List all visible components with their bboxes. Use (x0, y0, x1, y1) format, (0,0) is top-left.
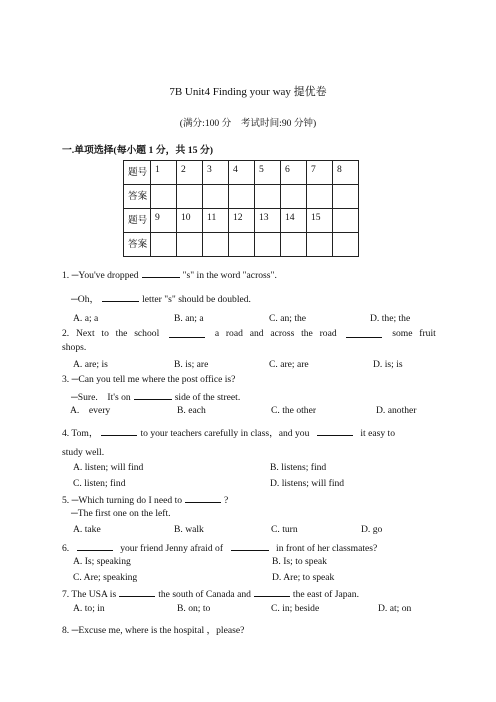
q2-word: road (225, 328, 243, 339)
blank (317, 426, 353, 436)
question-2-stem (62, 328, 436, 340)
q2-word: to (101, 328, 109, 339)
answer-cell[interactable] (281, 233, 307, 257)
question-number-cell (333, 209, 359, 233)
q6-option-d: D. Are; to speak (272, 572, 335, 583)
q7-text-a: 7. The USA is (62, 589, 117, 600)
q2-option-c: C. are; are (269, 359, 309, 370)
number-row-2 (124, 209, 359, 233)
q4-option-d: D. listens; will find (270, 478, 345, 489)
q6-option-b: B. Is; to speak (272, 556, 327, 567)
blank (185, 493, 221, 503)
row-label-number: 题号 (124, 209, 151, 233)
q2-line-2: shops. (62, 342, 87, 353)
blank (254, 587, 290, 597)
q2-option-d: D. is; is (373, 359, 403, 370)
q2-option-b: B. is; are (174, 359, 209, 370)
question-8-stem: 8. ─Excuse me, where is the hospital ，please? (62, 625, 245, 636)
q3-option-b: B. each (177, 405, 206, 416)
answer-cell[interactable] (281, 185, 307, 209)
q6-text-c: in front of her classmates? (276, 543, 378, 554)
q6-option-c: C. Are; speaking (73, 572, 138, 583)
q4-text-c: it easy to (360, 428, 396, 439)
q2-word: the (115, 328, 128, 339)
answer-cell[interactable] (307, 233, 333, 257)
question-3-stem: 3. ─Can you tell me where the post office is? (62, 374, 236, 385)
answer-cell[interactable] (307, 185, 333, 209)
q1-text-a: 1. ─You've dropped (62, 270, 139, 281)
question-number-cell: 11 (203, 209, 229, 233)
q5-text-a: 5. ─Which turning do I need to (62, 495, 183, 506)
answer-cell[interactable] (229, 185, 255, 209)
q2-word: 2. (62, 328, 70, 339)
answer-cell[interactable] (255, 233, 281, 257)
q3-option-a: A. every (70, 405, 111, 416)
question-1-reply (71, 292, 251, 306)
q5-text-b: ? (224, 495, 229, 506)
answer-cell[interactable] (333, 233, 359, 257)
q4-option-c: C. listen; find (73, 478, 126, 489)
number-row-1 (124, 161, 359, 185)
q4-text-a: 4. Tom， (62, 428, 99, 439)
q1-text-d: letter "s" should be doubled. (142, 294, 251, 305)
question-number-cell: 10 (177, 209, 203, 233)
question-4-stem (62, 426, 395, 440)
question-1-stem (62, 268, 277, 282)
answer-cell[interactable] (151, 185, 177, 209)
answer-cell[interactable] (229, 233, 255, 257)
question-number-cell: 14 (281, 209, 307, 233)
answer-cell[interactable] (151, 233, 177, 257)
answer-table (123, 160, 359, 257)
section-heading: 一.单项选择(每小题 1 分，共 15 分) (62, 145, 214, 156)
answer-cell[interactable] (177, 185, 203, 209)
blank (169, 328, 205, 338)
question-number-cell: 8 (333, 161, 359, 185)
q2-word: fruit (419, 328, 436, 339)
q6-text-b: your friend Jenny afraid of (120, 543, 224, 554)
q7-option-c: C. in; beside (271, 603, 320, 614)
row-label-number: 题号 (124, 161, 151, 185)
q5-option-a: A. take (73, 524, 101, 535)
q1-text-c: ─Oh， (71, 294, 100, 305)
q2-word: a (214, 328, 220, 339)
answer-cell[interactable] (177, 233, 203, 257)
q7-option-d: D. at; on (378, 603, 412, 614)
question-number-cell: 12 (229, 209, 255, 233)
blank (119, 587, 155, 597)
question-number-cell: 3 (203, 161, 229, 185)
question-6-stem (62, 541, 377, 555)
q2-word: some (392, 328, 413, 339)
q5-option-b: B. walk (174, 524, 204, 535)
blank (134, 390, 172, 400)
q4-line-2: study well. (62, 447, 105, 458)
row-label-answer: 答案 (124, 185, 151, 209)
blank (101, 426, 137, 436)
question-number-cell: 5 (255, 161, 281, 185)
question-number-cell: 13 (255, 209, 281, 233)
q6-option-a: A. Is; speaking (73, 556, 131, 567)
q1-text-b: "s" in the word "across". (182, 270, 277, 281)
q1-option-c: C. an; the (269, 313, 307, 324)
question-number-cell: 7 (307, 161, 333, 185)
q3-text-b: side of the street. (174, 392, 241, 403)
answer-cell[interactable] (255, 185, 281, 209)
q7-option-a: A. to; in (73, 603, 105, 614)
page-subtitle: (满分:100 分 考试时间:90 分钟) (179, 118, 317, 129)
q4-text-b: to your teachers carefully in class，and you (140, 428, 310, 439)
q5-option-d: D. go (361, 524, 383, 535)
answer-cell[interactable] (203, 233, 229, 257)
q4-option-b: B. listens; find (270, 462, 327, 473)
blank (77, 541, 113, 551)
question-7-stem (62, 587, 359, 601)
question-number-cell: 1 (151, 161, 177, 185)
q2-word: across (270, 328, 295, 339)
blank (231, 541, 269, 551)
q1-option-a: A. a; a (73, 313, 99, 324)
answer-cell[interactable] (203, 185, 229, 209)
row-label-answer: 答案 (124, 233, 151, 257)
question-3-reply (71, 390, 240, 404)
page-title: 7B Unit4 Finding your way 提优卷 (169, 86, 327, 98)
q2-word: school (134, 328, 160, 339)
q2-word: Next (75, 328, 95, 339)
question-number-cell: 6 (281, 161, 307, 185)
answer-row-2 (124, 233, 359, 257)
blank (102, 292, 139, 302)
blank (142, 268, 180, 278)
q2-word: road (319, 328, 337, 339)
q7-option-b: B. on; to (177, 603, 211, 614)
q6-text-a: 6. (62, 543, 70, 554)
question-number-cell: 2 (177, 161, 203, 185)
q2-word: the (301, 328, 313, 339)
q1-option-b: B. an; a (174, 313, 204, 324)
blank (346, 328, 382, 338)
q3-text-a: ─Sure. It's on (71, 392, 131, 403)
question-number-cell: 4 (229, 161, 255, 185)
q5-option-c: C. turn (271, 524, 298, 535)
q3-option-c: C. the other (271, 405, 317, 416)
q7-text-b: the south of Canada and (158, 589, 251, 600)
q1-option-d: D. the; the (370, 313, 411, 324)
q2-word: and (249, 328, 264, 339)
question-5-reply: ─The first one on the left. (71, 508, 171, 519)
q2-option-a: A. are; is (73, 359, 108, 370)
q7-text-c: the east of Japan. (292, 589, 359, 600)
question-number-cell: 15 (307, 209, 333, 233)
q3-option-d: D. another (376, 405, 417, 416)
q4-option-a: A. listen; will find (73, 462, 144, 473)
question-5-stem (62, 493, 228, 507)
answer-row-1 (124, 185, 359, 209)
answer-cell[interactable] (333, 185, 359, 209)
question-number-cell: 9 (151, 209, 177, 233)
